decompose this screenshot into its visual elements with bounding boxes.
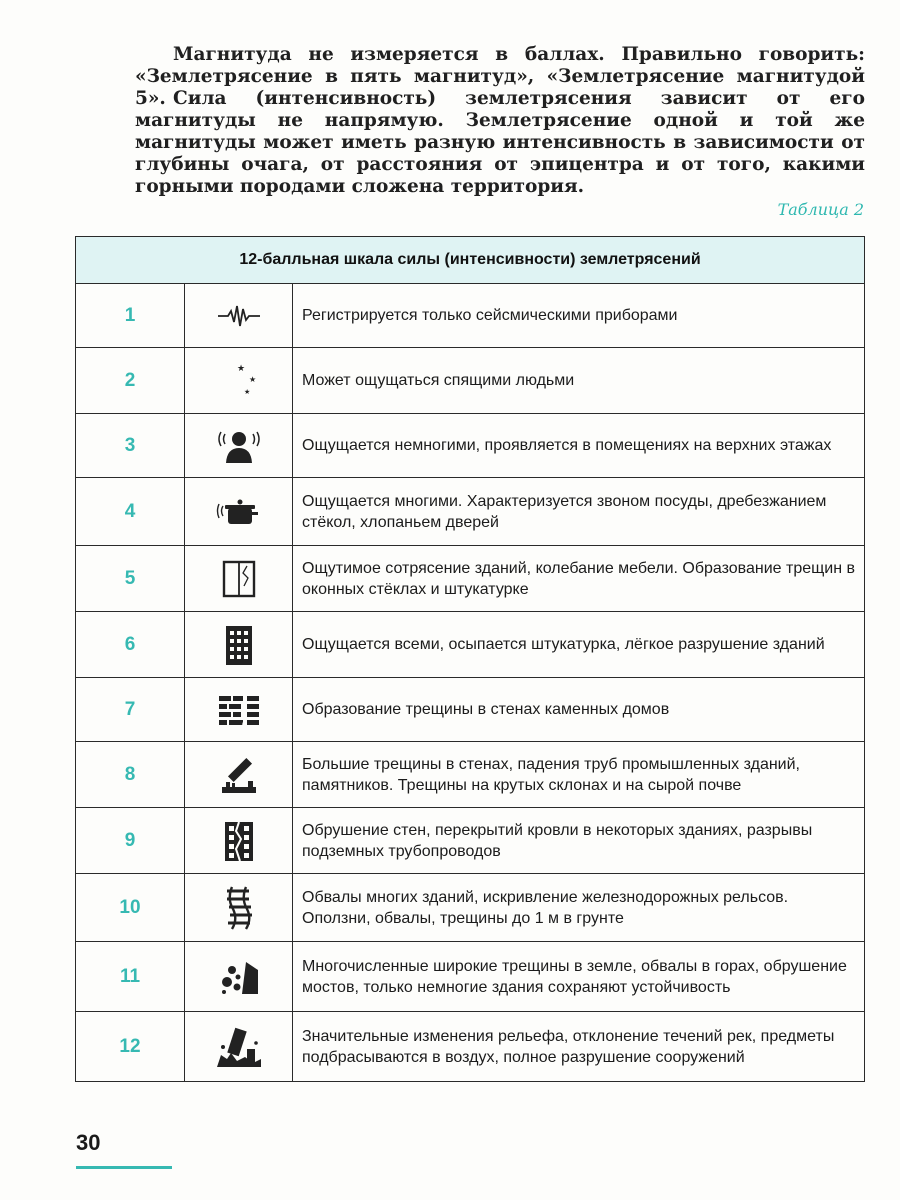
intro-paragraph-1: Магнитуда не измеряется в баллах. Правильно говорить: «Землетрясение в пять магнитуд», «Землетрясение магнитудой 5». <box>135 44 865 109</box>
level-number: 4 <box>76 478 185 546</box>
level-description: Образование трещины в стенах каменных домов <box>293 678 865 742</box>
table-row <box>76 478 865 546</box>
level-number: 11 <box>76 942 185 1012</box>
rockfall-icon <box>218 958 260 996</box>
level-description: Ощущается всеми, осыпается штукатурка, лёгкое разрушение зданий <box>293 612 865 678</box>
person-vibration-icon <box>217 428 261 464</box>
intensity-scale-table <box>75 236 865 1082</box>
table-row <box>76 348 865 414</box>
page-number-underline <box>76 1166 172 1169</box>
intro-paragraph-2: Сила (интенсивность) землетрясения зависит от его магнитуды не напрямую. Землетрясение одной и той же магнитуды может иметь разную интенсивность в зависимости от глубины очага, от расстояния от эпицентра и от того, какими горными породами сложена территория. <box>135 88 865 197</box>
level-number: 8 <box>76 742 185 808</box>
level-number: 7 <box>76 678 185 742</box>
table-title: 12-балльная шкала силы (интенсивности) землетрясений <box>76 237 865 284</box>
svg-text:★: ★ <box>236 363 245 374</box>
rattling-pot-icon <box>216 494 262 530</box>
seismograph-icon <box>216 303 262 329</box>
table-header-row <box>76 237 865 284</box>
level-description: Обрушение стен, перекрытий кровли в некоторых зданиях, разрывы подземных трубопроводов <box>293 808 865 874</box>
table-row <box>76 742 865 808</box>
level-number: 10 <box>76 874 185 942</box>
level-description: Регистрируется только сейсмическими приборами <box>293 284 865 348</box>
damaged-building-icon <box>222 819 256 863</box>
level-number: 12 <box>76 1012 185 1082</box>
cracked-window-icon <box>221 560 257 598</box>
level-number: 3 <box>76 414 185 478</box>
table-row <box>76 612 865 678</box>
falling-chimney-icon <box>218 755 260 795</box>
cracked-brick-wall-icon <box>217 694 261 726</box>
moon-stars-icon <box>219 362 259 400</box>
table-row <box>76 546 865 612</box>
svg-text:★: ★ <box>243 387 250 396</box>
level-description: Обвалы многих зданий, искривление железнодорожных рельсов. Оползни, обвалы, трещины до 1 м в грунте <box>293 874 865 942</box>
level-description: Ощущается немногими, проявляется в помещениях на верхних этажах <box>293 414 865 478</box>
level-number: 6 <box>76 612 185 678</box>
level-number: 1 <box>76 284 185 348</box>
level-number: 5 <box>76 546 185 612</box>
svg-text:★: ★ <box>248 374 256 384</box>
level-description: Может ощущаться спящими людьми <box>293 348 865 414</box>
table-row <box>76 678 865 742</box>
table-row <box>76 284 865 348</box>
page-number: 30 <box>76 1130 101 1155</box>
table-row <box>76 942 865 1012</box>
table-row <box>76 414 865 478</box>
level-description: Ощутимое сотрясение зданий, колебание мебели. Образование трещин в оконных стёклах и штукатурке <box>293 546 865 612</box>
table-caption: Таблица 2 <box>777 200 864 219</box>
level-description: Ощущается многими. Характеризуется звоном посуды, дребезжанием стёкол, хлопаньем дверей <box>293 478 865 546</box>
table-row <box>76 808 865 874</box>
level-number: 2 <box>76 348 185 414</box>
level-description: Большие трещины в стенах, падения труб промышленных зданий, памятников. Трещины на крутых склонах и на сырой почве <box>293 742 865 808</box>
collapsing-city-icon <box>215 1025 263 1069</box>
building-icon <box>223 623 255 667</box>
table-row <box>76 1012 865 1082</box>
bent-rails-icon <box>224 885 254 931</box>
level-description: Значительные изменения рельефа, отклонение течений рек, предметы подбрасываются в воздух, полное разрушение сооружений <box>293 1012 865 1082</box>
table-row <box>76 874 865 942</box>
level-description: Многочисленные широкие трещины в земле, обвалы в горах, обрушение мостов, только немногие здания сохраняют устойчивость <box>293 942 865 1012</box>
level-number: 9 <box>76 808 185 874</box>
